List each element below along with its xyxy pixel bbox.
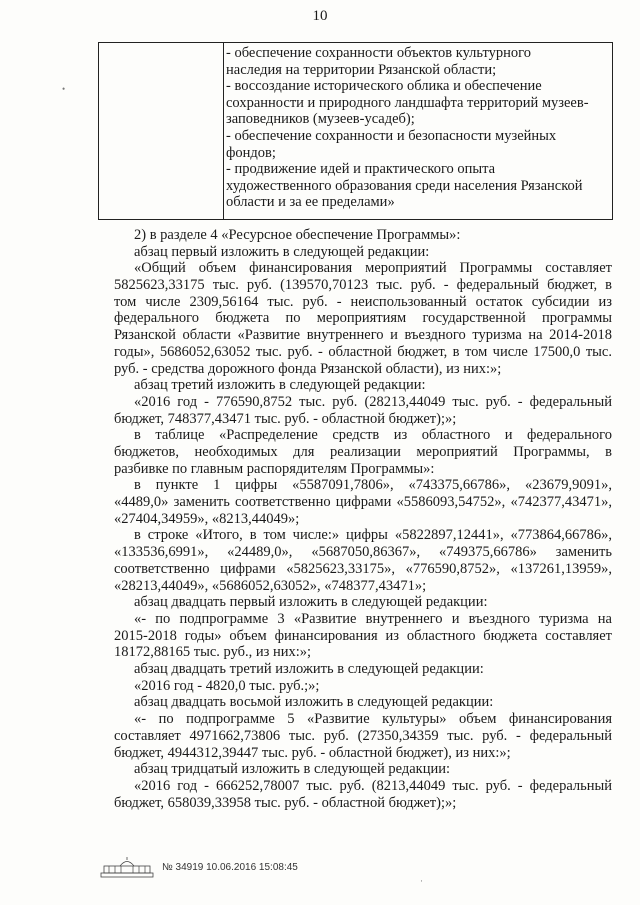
body-text-line: «2016 год - 776590,8752 тыс. руб. (28213,44049 тыс. руб. - федеральный [134,393,612,410]
table-text-line: фондов; [226,144,276,161]
table-text-line: - обеспечение сохранности и безопасности музейных [226,127,557,144]
program-table [98,42,613,220]
body-text-line: «- по подпрограмме 5 «Развитие культуры» объем финансирования [134,711,612,728]
body-text-line: «2016 год - 4820,0 тыс. руб.;»; [134,677,320,694]
body-text-line: составляет 4971662,73806 тыс. руб. (27350,34359 тыс. руб. - федеральный [114,727,612,744]
table-text-line: наследия на территории Рязанской области; [226,61,497,78]
body-text-line: годы», 5686052,63052 тыс. руб. - областной бюджет, в том числе 17500,0 тыс. [114,343,612,360]
scan-speck: · [420,876,423,886]
body-text-line: бюджет, 658039,33958 тыс. руб. - областной бюджет);»; [114,794,457,811]
body-text-line: «28213,44049», «5686052,63052», «748377,43471»; [114,577,427,594]
table-text-line: художественного образования среди населения Рязанской [226,177,583,194]
table-text-line: - воссоздание исторического облика и обеспечение [226,78,542,95]
body-text-line: том числе 2309,56164 тыс. руб. - неиспользованный остаток субсидии из [114,293,612,310]
document-body [114,227,612,811]
body-text-line: бюджетов, необходимых для реализации мероприятий Программы, в [114,444,612,461]
body-text-line: 18172,88165 тыс. руб., из них:»; [114,644,312,661]
body-text-line: 2015-2018 годы» объем финансирования из областного бюджета составляет [114,627,612,644]
body-text-line: абзац третий изложить в следующей редакции: [134,377,426,394]
table-right-cell [226,45,610,211]
body-text-line: абзац двадцать третий изложить в следующей редакции: [134,661,484,678]
document-footer [100,856,298,878]
government-building-stamp-icon [100,856,154,878]
scan-speck: • [62,84,66,94]
body-text-line: «Общий объем финансирования мероприятий Программы составляет [134,260,612,277]
body-text-line: «2016 год - 666252,78007 тыс. руб. (8213,44049 тыс. руб. - федеральный [134,777,612,794]
body-text-line: «27404,34959», «8213,44049»; [114,510,300,527]
body-text-line: абзац тридцатый изложить в следующей редакции: [134,761,451,778]
table-text-line: - обеспечение сохранности объектов культурного [226,45,531,61]
body-text-line: 2) в разделе 4 «Ресурсное обеспечение Программы»: [134,227,461,243]
body-text-line: абзац первый изложить в следующей редакции: [134,243,430,260]
body-text-line: бюджет, 748377,43471 тыс. руб. - областной бюджет);»; [114,410,457,427]
body-text-line: «133536,6991», «24489,0», «5687050,86367», «749375,66786» заменить [114,544,612,561]
table-left-cell [99,43,224,219]
body-text-line: соответственно цифрами «5825623,33175», «776590,8752», «137261,13959», [114,560,612,577]
body-text-line: разбивке по главным распорядителям Программы»: [114,460,435,477]
body-text-line: в пункте 1 цифры «5587091,7806», «743375,66786», «23679,9091», [134,477,612,494]
document-registration-id: № 34919 10.06.2016 15:08:45 [162,861,298,873]
body-text-line: федерального бюджета по мероприятиям государственной программы [114,310,612,327]
table-text-line: заповедников (музеев-усадеб); [226,111,415,128]
body-text-line: Рязанской области «Развитие внутреннего и въездного туризма на 2014-2018 [114,327,612,344]
body-text-line: в строке «Итого, в том числе:» цифры «5822897,12441», «773864,66786», [134,527,612,544]
body-text-line: руб. - средства дорожного фонда Рязанской области), из них:»; [114,360,502,377]
body-text-line: бюджет, 4944312,39447 тыс. руб. - областной бюджет), из них:»; [114,744,511,761]
table-text-line: области и за ее пределами» [226,194,395,211]
table-text-line: сохранности и природного ландшафта территорий музеев- [226,94,589,111]
body-text-line: в таблице «Распределение средств из областного и федерального [134,427,612,444]
body-text-line: абзац двадцать первый изложить в следующей редакции: [134,594,488,611]
table-text-line: - продвижение идей и практического опыта [226,161,496,178]
body-text-line: «- по подпрограмме 3 «Развитие внутреннего и въездного туризма на [134,610,612,627]
body-text-line: абзац двадцать восьмой изложить в следующей редакции: [134,694,494,711]
page-number: 10 [312,8,328,24]
body-text-line: «4489,0» заменить соответственно цифрами «5586093,54752», «742377,43471», [114,494,612,511]
body-text-line: 5825623,33175 тыс. руб. (139570,70123 тыс. руб. - федеральный бюджет, в [114,277,612,294]
